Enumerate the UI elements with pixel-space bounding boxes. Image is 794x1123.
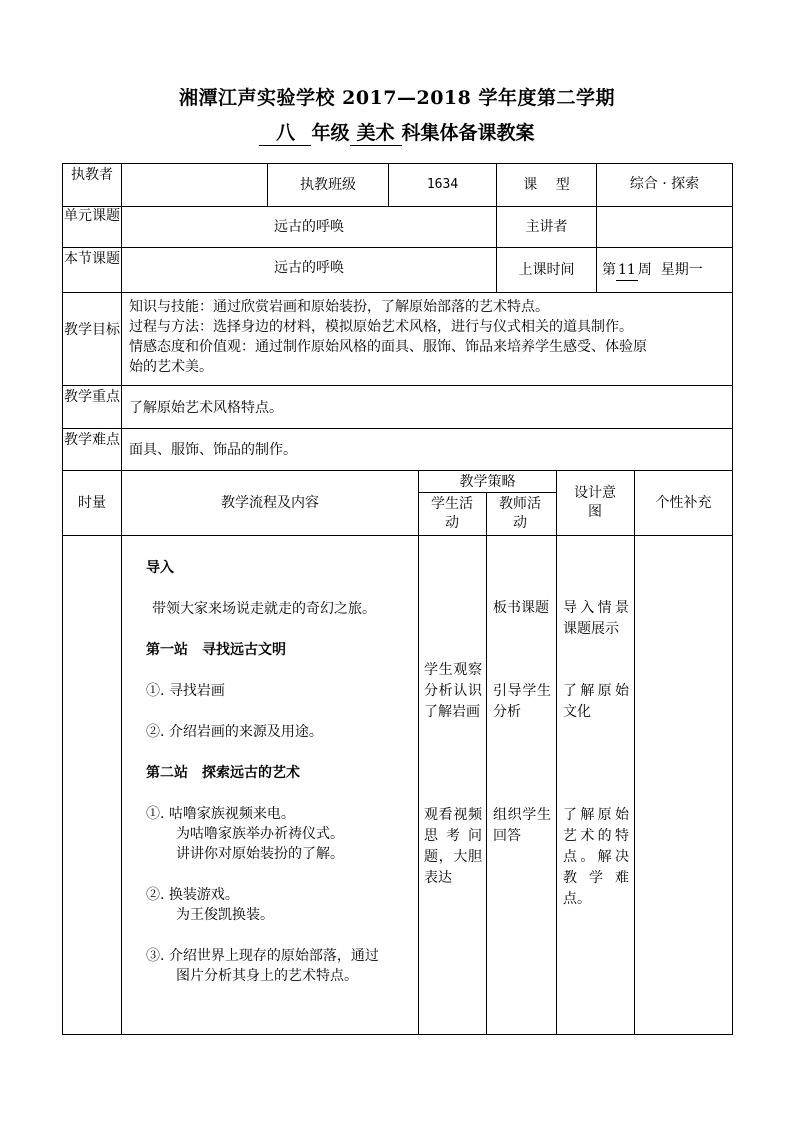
objective-line: 始的艺术美。 bbox=[129, 359, 213, 375]
document-title: 湘潭江声实验学校 2017—2018 学年度第二学期 bbox=[179, 87, 615, 109]
focus-value: 了解原始艺术风格特点。 bbox=[129, 400, 283, 416]
type-value: 综合 · 探索 bbox=[629, 176, 700, 192]
design-intent-1: 导入情景课题展示 bbox=[563, 600, 629, 637]
strategy-header: 教学策略 bbox=[459, 474, 516, 490]
time-prefix: 第 bbox=[602, 262, 616, 278]
station1-title: 第一站 寻找远古文明 bbox=[146, 642, 286, 658]
station2-item-sub: 为王俊凯换装。 bbox=[176, 907, 274, 923]
time-suffix: 周 星期一 bbox=[637, 262, 703, 278]
teacher-label: 执教者 bbox=[71, 167, 113, 183]
student-activity-2: 观看视频思考问题，大胆表达 bbox=[424, 807, 482, 886]
class-time bbox=[602, 260, 732, 281]
type-label: 课 型 bbox=[523, 177, 570, 193]
student-activity-header: 学生活动 bbox=[431, 496, 473, 531]
unit-label: 单元课题 bbox=[64, 208, 120, 224]
grade-suffix: 年级 bbox=[311, 122, 350, 144]
lesson-label: 本节课题 bbox=[64, 251, 120, 267]
objectives-content bbox=[129, 297, 729, 377]
grade-value: 八 bbox=[259, 118, 311, 146]
station2-title: 第二站 探索远古的艺术 bbox=[146, 765, 300, 781]
flow-content bbox=[146, 558, 416, 986]
speaker-label: 主讲者 bbox=[525, 219, 568, 235]
objective-line: 情感态度和价值观：通过制作原始风格的面具、服饰、饰品来培养学生感受、体验原 bbox=[129, 339, 647, 355]
teacher-activity-2: 引导学生分析 bbox=[493, 683, 551, 720]
objective-line: 过程与方法：选择身边的材料，模拟原始艺术风格，进行与仪式相关的道具制作。 bbox=[129, 319, 633, 335]
extra-header: 个性补充 bbox=[655, 495, 712, 511]
flow-header: 教学流程及内容 bbox=[221, 495, 319, 511]
time-label: 上课时间 bbox=[518, 262, 575, 278]
class-value: 1634 bbox=[426, 177, 459, 192]
teacher-activity-1: 板书课题 bbox=[493, 600, 549, 616]
station2-item: ③. 介绍世界上现存的原始部落，通过 bbox=[146, 948, 379, 964]
lesson-value: 远古的呼唤 bbox=[274, 260, 344, 276]
objective-line: 知识与技能：通过欣赏岩画和原始装扮，了解原始部落的艺术特点。 bbox=[129, 299, 549, 315]
design-intent-2: 了解原始文化 bbox=[563, 683, 629, 720]
station2-item-sub: 图片分析其身上的艺术特点。 bbox=[176, 968, 358, 984]
station2-item: ①. 咕噜家族视频来电。 bbox=[146, 806, 295, 822]
station2-item-sub: 为咕噜家族举办祈祷仪式。 bbox=[176, 826, 344, 842]
student-activity-1: 学生观察分析认识了解岩画 bbox=[424, 662, 482, 720]
station2-item-sub: 讲讲你对原始装扮的了解。 bbox=[176, 846, 344, 862]
design-intent-3: 了解原始艺术的特点。解决教学难点。 bbox=[563, 807, 629, 907]
class-label: 执教班级 bbox=[300, 177, 356, 193]
intro-title: 导入 bbox=[146, 560, 174, 576]
design-header: 设计意图 bbox=[574, 485, 616, 520]
subject-value: 美术 bbox=[350, 118, 402, 146]
subject-suffix: 科集体备课教案 bbox=[401, 122, 535, 144]
station1-item: ②. 介绍岩画的来源及用途。 bbox=[146, 724, 323, 740]
intro-text: 带领大家来场说走就走的奇幻之旅。 bbox=[152, 601, 376, 617]
objectives-label: 教学目标 bbox=[64, 322, 120, 338]
document-subtitle bbox=[0, 118, 794, 146]
difficulty-label: 教学难点 bbox=[64, 432, 120, 448]
station1-item: ①. 寻找岩画 bbox=[146, 683, 225, 699]
station2-item: ②. 换装游戏。 bbox=[146, 887, 239, 903]
time-amount-header: 时量 bbox=[78, 495, 106, 511]
unit-value: 远古的呼唤 bbox=[274, 219, 344, 235]
teacher-activity-3: 组织学生回答 bbox=[493, 807, 551, 844]
teacher-activity-header: 教师活动 bbox=[499, 496, 541, 531]
difficulty-value: 面具、服饰、饰品的制作。 bbox=[129, 442, 297, 458]
focus-label: 教学重点 bbox=[64, 389, 120, 405]
time-week: 11 bbox=[616, 260, 638, 281]
